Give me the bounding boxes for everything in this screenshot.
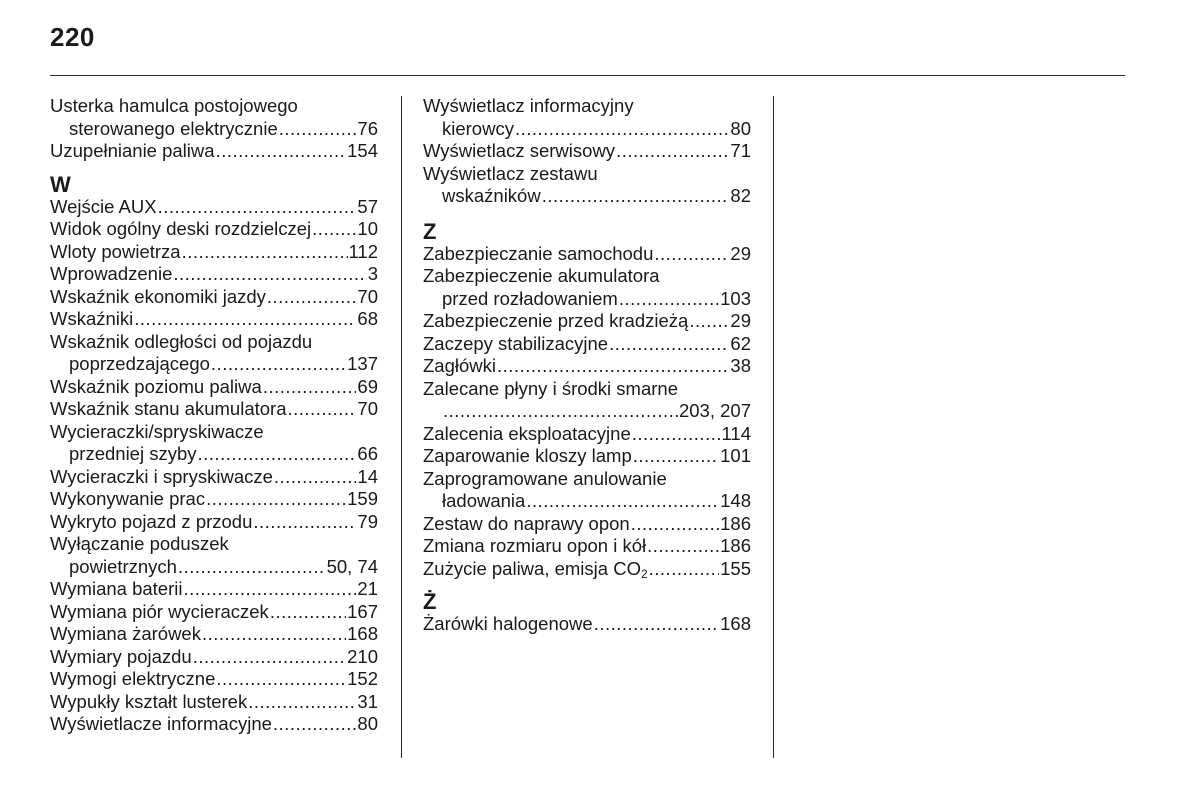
entry-page: 186 (720, 512, 751, 534)
entry-title: przedniej szyby (69, 443, 197, 464)
index-entry (50, 691, 378, 714)
index-entry-title-line (50, 421, 378, 444)
dot-leader (183, 578, 356, 601)
dot-leader (526, 490, 719, 513)
index-entry (423, 118, 751, 141)
dot-leader (288, 398, 357, 421)
dot-leader (497, 355, 729, 378)
dot-leader (619, 288, 719, 311)
dot-leader (198, 443, 357, 466)
entry-title: Wycieraczki i spryskiwacze (50, 465, 273, 487)
entry-page: 31 (357, 690, 378, 712)
index-entry (50, 376, 378, 399)
entry-title: ładowania (442, 490, 526, 511)
dot-leader (134, 308, 356, 331)
entry-title: Zagłówki (423, 355, 496, 376)
entry-title: Żarówki halogenowe (423, 613, 593, 634)
index-entry-title-line (423, 468, 751, 491)
index-entry (50, 646, 378, 669)
dot-leader (248, 691, 356, 714)
entry-title: Wyświetlacz zestawu (423, 162, 598, 184)
index-column-2 (423, 95, 751, 636)
section-heading-w: W (50, 171, 71, 197)
index-entry (50, 140, 378, 163)
entry-page: 29 (730, 310, 751, 331)
index-entry (50, 196, 378, 219)
index-entry (50, 623, 378, 646)
entry-title: Wskaźniki (50, 308, 134, 329)
entry-title: Wskaźnik ekonomiki jazdy (50, 285, 266, 307)
entry-title: Wymiana żarówek (50, 623, 201, 644)
index-entry (50, 488, 378, 511)
entry-page: 3 (367, 263, 378, 284)
entry-page: 114 (721, 422, 751, 444)
index-entry (423, 613, 751, 636)
index-entry (423, 445, 751, 468)
entry-title (423, 558, 648, 581)
entry-page: 79 (357, 510, 378, 532)
dot-leader (263, 376, 357, 399)
entry-title: Wymiana piór wycieraczek (50, 600, 269, 622)
entry-title: Wymiana baterii (50, 578, 183, 599)
entry-title: Wskaźnik odległości od pojazdu (50, 330, 313, 352)
index-entry (423, 558, 751, 581)
entry-title: powietrznych (69, 555, 177, 577)
entry-page: 167 (347, 600, 378, 622)
dot-leader (542, 185, 730, 208)
index-entry (50, 398, 378, 421)
index-entry (50, 263, 378, 286)
index-entry-title-line (423, 265, 751, 288)
entry-title: wskaźników (442, 185, 541, 206)
index-entry (423, 185, 751, 208)
entry-title: kierowcy (442, 117, 514, 139)
entry-page: 159 (347, 488, 378, 509)
entry-page: 168 (347, 623, 378, 644)
entry-title-text: Zużycie paliwa, emisja CO (423, 557, 641, 579)
dot-leader (631, 513, 719, 536)
dot-leader (633, 445, 719, 468)
index-entry-title-line (423, 378, 751, 401)
entry-page: 70 (357, 285, 378, 307)
entry-title: Wypukły kształt lusterek (50, 690, 248, 712)
index-entry-title-line (50, 331, 378, 354)
index-entry (50, 601, 378, 624)
index-entry (423, 140, 751, 163)
entry-page: 57 (357, 195, 378, 217)
dot-leader (594, 613, 719, 636)
entry-title: Wymiary pojazdu (50, 645, 192, 667)
index-entry (423, 243, 751, 266)
dot-leader (182, 241, 348, 264)
dot-leader (609, 333, 729, 356)
entry-title: Zaprogramowane anulowanie (423, 467, 667, 489)
index-entry (423, 535, 751, 558)
dot-leader (632, 423, 721, 446)
column-divider (773, 96, 774, 758)
index-entry (50, 556, 378, 579)
entry-title: Zabezpieczenie akumulatora (423, 265, 660, 286)
entry-title: Uzupełnianie paliwa (50, 140, 215, 161)
entry-page: 62 (730, 332, 751, 354)
index-entry (423, 400, 751, 423)
index-column-1 (50, 95, 378, 736)
index-entry (50, 668, 378, 691)
index-entry (50, 578, 378, 601)
entry-page: 80 (357, 713, 378, 734)
header-rule (50, 75, 1125, 76)
index-entry (423, 310, 751, 333)
dot-leader (443, 400, 678, 423)
dot-leader (211, 353, 346, 376)
entry-page: 80 (730, 117, 751, 139)
entry-title: Wloty powietrza (50, 240, 181, 262)
dot-leader (312, 218, 356, 241)
entry-title: Zabezpieczenie przed kradzieżą (423, 310, 689, 331)
entry-title: Zalecenia eksploatacyjne (423, 422, 631, 444)
entry-title: Wejście AUX (50, 195, 157, 217)
dot-leader (273, 713, 357, 736)
entry-title: Wskaźnik stanu akumulatora (50, 398, 287, 419)
entry-title-subscript: 2 (640, 566, 648, 581)
entry-page: 29 (730, 242, 751, 264)
index-entry (50, 353, 378, 376)
index-entry (50, 466, 378, 489)
entry-title: poprzedzającego (69, 353, 210, 374)
entry-title: Wskaźnik poziomu paliwa (50, 375, 262, 397)
entry-page: 137 (347, 353, 378, 374)
entry-title: Zestaw do naprawy opon (423, 512, 630, 534)
entry-title: Zabezpieczanie samochodu (423, 242, 654, 264)
entry-title: sterowanego elektrycznie (69, 117, 278, 139)
entry-page: 50, 74 (326, 555, 378, 577)
entry-page: 155 (720, 557, 751, 579)
entry-page: 69 (357, 375, 378, 397)
index-entry (50, 241, 378, 264)
entry-page: 10 (357, 218, 378, 239)
entry-title: Zalecane płyny i środki smarne (423, 377, 678, 399)
entry-page: 38 (730, 355, 751, 376)
entry-page: 203, 207 (678, 400, 751, 421)
entry-page: 71 (730, 140, 751, 161)
entry-title: przed rozładowaniem (442, 287, 618, 309)
entry-page: 210 (347, 645, 378, 667)
dot-leader (158, 196, 357, 219)
dot-leader (649, 558, 719, 581)
page-number: 220 (50, 22, 95, 52)
index-entry (423, 423, 751, 446)
dot-leader (173, 263, 366, 286)
index-entry (423, 355, 751, 378)
index-entry (50, 218, 378, 241)
entry-page: 112 (348, 240, 378, 262)
index-entry-title-line (50, 95, 378, 118)
dot-leader (206, 488, 346, 511)
entry-title: Usterka hamulca postojowego (50, 95, 298, 116)
dot-leader (270, 601, 346, 624)
entry-title: Zaparowanie kloszy lamp (423, 445, 632, 466)
dot-leader (515, 118, 729, 141)
entry-title: Zmiana rozmiaru opon i kół (423, 535, 647, 556)
entry-title: Wykryto pojazd z przodu (50, 510, 253, 532)
index-entry (50, 118, 378, 141)
index-entry (50, 443, 378, 466)
entry-page: 168 (720, 613, 751, 634)
entry-page: 66 (357, 443, 378, 464)
entry-title: Wprowadzenie (50, 263, 173, 284)
entry-title: Wyłączanie poduszek (50, 533, 229, 554)
entry-title: Wymogi elektryczne (50, 668, 216, 689)
section-heading-z: Z (423, 218, 437, 244)
dot-leader (274, 466, 357, 489)
dot-leader (216, 668, 346, 691)
index-entry (423, 333, 751, 356)
dot-leader (689, 310, 729, 333)
index-entry-title-line (423, 95, 751, 118)
index-entry (50, 308, 378, 331)
index-entry (50, 511, 378, 534)
entry-page: 148 (720, 490, 751, 511)
dot-leader (216, 140, 347, 163)
index-entry (50, 713, 378, 736)
entry-title: Wyświetlacz serwisowy (423, 140, 616, 161)
entry-page: 70 (357, 398, 378, 419)
entry-page: 186 (720, 535, 751, 556)
section-heading-z-dot: Ż (423, 589, 437, 614)
dot-leader (267, 286, 357, 309)
entry-page: 14 (357, 465, 378, 487)
entry-page: 76 (357, 117, 378, 139)
entry-page: 101 (720, 445, 751, 466)
index-entry (423, 288, 751, 311)
index-entry-title-line (423, 163, 751, 186)
dot-leader (279, 118, 357, 141)
entry-title: Wyświetlacze informacyjne (50, 713, 272, 734)
dot-leader (193, 646, 346, 669)
dot-leader (616, 140, 729, 163)
entry-page: 68 (357, 308, 378, 329)
index-entry (423, 513, 751, 536)
index-entry-title-line (50, 533, 378, 556)
dot-leader (654, 243, 729, 266)
entry-page: 21 (357, 578, 378, 599)
entry-page: 154 (347, 140, 378, 161)
dot-leader (178, 556, 326, 579)
entry-title: Widok ogólny deski rozdzielczej (50, 218, 312, 239)
entry-page: 103 (720, 287, 751, 309)
index-entry (423, 490, 751, 513)
column-divider (401, 96, 402, 758)
entry-title: Wykonywanie prac (50, 488, 206, 509)
dot-leader (202, 623, 346, 646)
entry-title: Wyświetlacz informacyjny (423, 95, 634, 116)
index-entry (50, 286, 378, 309)
entry-page: 152 (347, 668, 378, 689)
entry-page: 82 (730, 185, 751, 206)
dot-leader (647, 535, 719, 558)
dot-leader (253, 511, 356, 534)
entry-title: Wycieraczki/spryskiwacze (50, 420, 264, 442)
entry-title: Zaczepy stabilizacyjne (423, 332, 609, 354)
